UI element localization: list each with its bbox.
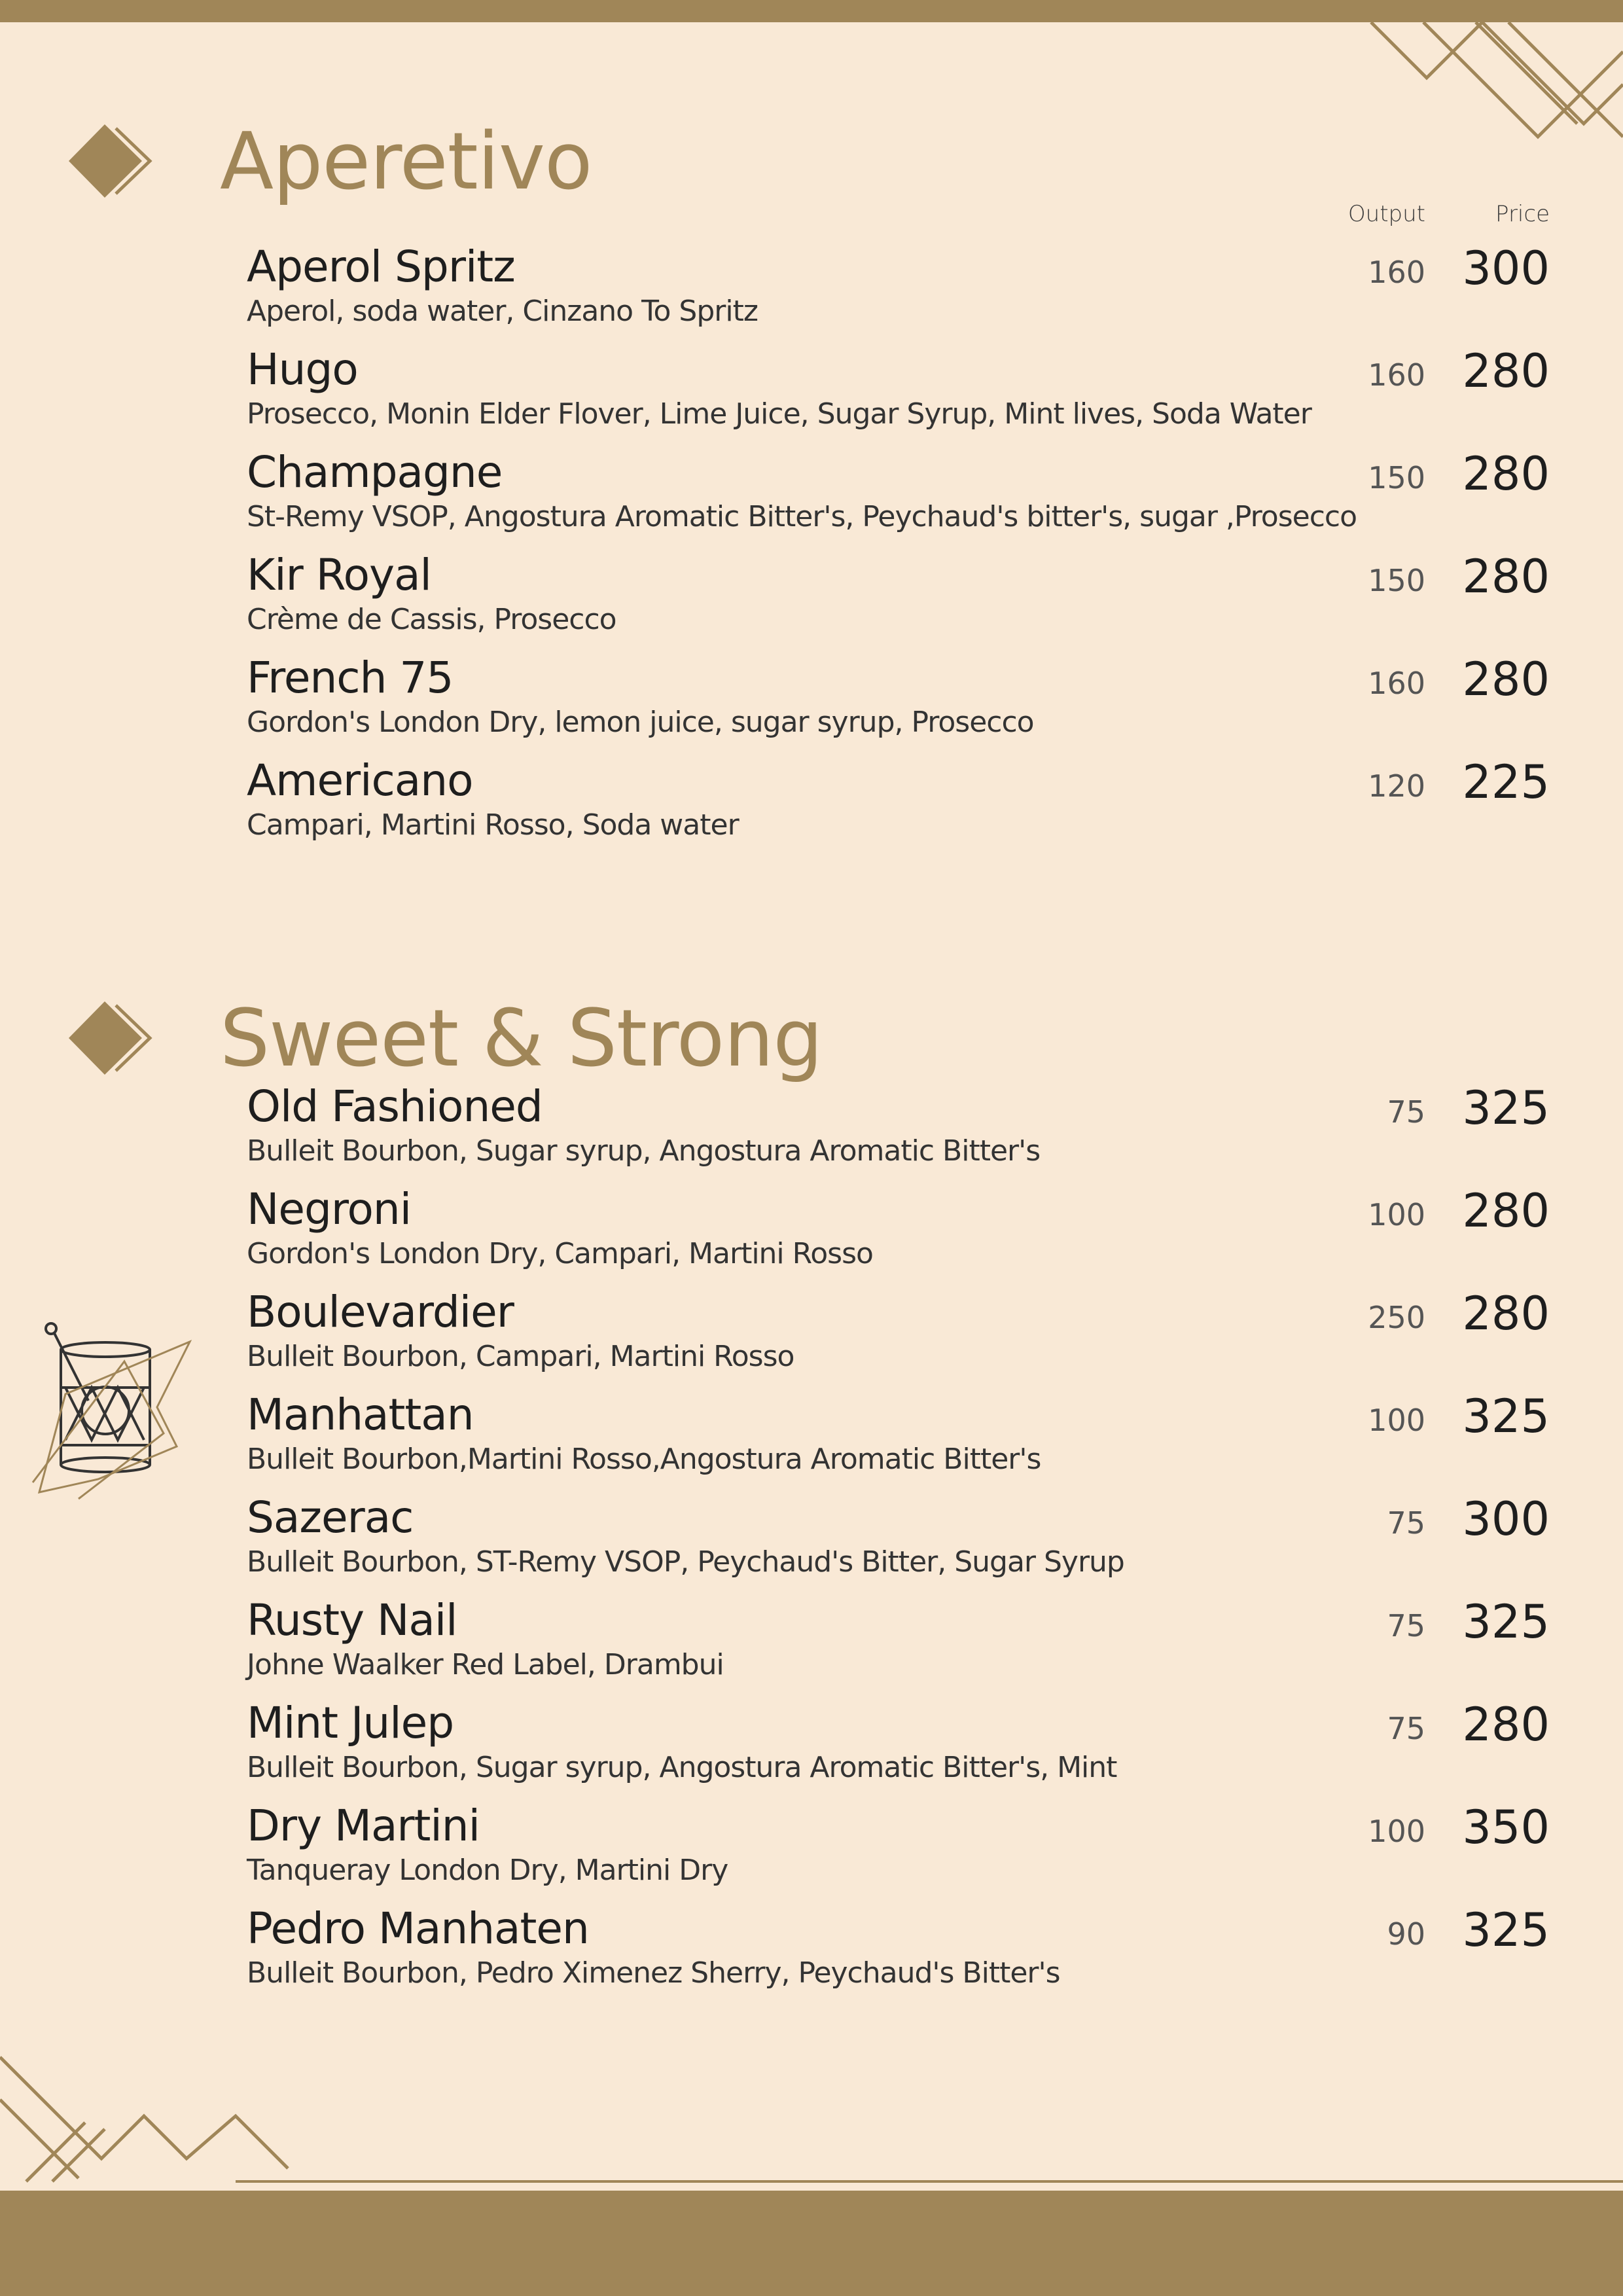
item-price: 350 [1462,1801,1550,1854]
menu-item [0,1801,1623,1907]
item-description: Crème de Cassis, Prosecco [247,603,616,636]
item-price: 325 [1462,1595,1550,1649]
sweet-strong-item-list [0,1081,1623,2010]
menu-item [0,344,1623,451]
item-description: Bulleit Bourbon,Martini Rosso,Angostura Aromatic Bitter's [247,1443,1041,1476]
menu-item [0,755,1623,862]
item-price: 300 [1462,242,1550,295]
item-name: Champagne [247,447,503,497]
menu-item [0,447,1623,554]
item-output: 160 [1368,357,1425,393]
item-name: Pedro Manhaten [247,1903,589,1954]
item-price: 280 [1462,344,1550,398]
item-name: Boulevardier [247,1287,514,1337]
item-name: Sazerac [247,1492,414,1543]
item-name: French 75 [247,653,454,703]
item-description: Bulleit Bourbon, Sugar syrup, Angostura Aromatic Bitter's [247,1134,1041,1168]
column-header-price: Price [1495,201,1550,227]
item-output: 160 [1368,255,1425,290]
menu-item [0,550,1623,656]
diamond-icon [69,123,154,202]
item-output: 250 [1368,1300,1425,1335]
item-output: 160 [1368,666,1425,701]
section-title-aperetivo: Aperetivo [220,117,592,207]
item-price: 280 [1462,1184,1550,1238]
menu-item [0,1184,1623,1291]
item-name: Old Fashioned [247,1081,543,1132]
item-name: Negroni [247,1184,412,1234]
item-description: Bulleit Bourbon, Campari, Martini Rosso [247,1340,794,1373]
item-price: 280 [1462,1698,1550,1751]
item-description: Gordon's London Dry, lemon juice, sugar syrup, Prosecco [247,706,1034,739]
item-name: Dry Martini [247,1801,480,1851]
menu-item [0,1492,1623,1599]
item-price: 325 [1462,1081,1550,1135]
menu-item [0,653,1623,759]
menu-item [0,1390,1623,1496]
item-description: Bulleit Bourbon, Sugar syrup, Angostura Aromatic Bitter's, Mint [247,1751,1117,1784]
item-output: 75 [1387,1505,1425,1541]
item-output: 100 [1368,1403,1425,1438]
item-output: 150 [1368,460,1425,495]
item-price: 280 [1462,653,1550,706]
aperetivo-item-list [0,242,1623,862]
item-name: Hugo [247,344,358,395]
item-output: 75 [1387,1711,1425,1746]
item-description: Gordon's London Dry, Campari, Martini Rosso [247,1237,873,1270]
item-price: 325 [1462,1903,1550,1957]
item-name: Kir Royal [247,550,431,600]
item-name: Americano [247,755,473,806]
menu-item [0,1287,1623,1393]
item-output: 100 [1368,1197,1425,1232]
menu-item [0,242,1623,348]
menu-item [0,1698,1623,1804]
item-description: Johne Waalker Red Label, Drambui [247,1648,724,1681]
item-output: 75 [1387,1608,1425,1643]
item-name: Aperol Spritz [247,242,515,292]
item-description: Bulleit Bourbon, Pedro Ximenez Sherry, Peychaud's Bitter's [247,1956,1060,1990]
item-output: 150 [1368,563,1425,598]
item-price: 280 [1462,550,1550,603]
item-output: 75 [1387,1094,1425,1130]
menu-item [0,1595,1623,1702]
item-price: 225 [1462,755,1550,809]
section-title-sweet-strong: Sweet & Strong [220,994,823,1085]
menu-item [0,1903,1623,2010]
item-output: 120 [1368,768,1425,804]
item-price: 280 [1462,1287,1550,1340]
item-description: Aperol, soda water, Cinzano To Spritz [247,295,758,328]
menu-item [0,1081,1623,1188]
item-price: 300 [1462,1492,1550,1546]
column-header-output: Output [1347,201,1425,227]
item-description: Campari, Martini Rosso, Soda water [247,808,739,842]
item-output: 90 [1387,1916,1425,1952]
item-description: Tanqueray London Dry, Martini Dry [247,1854,728,1887]
item-description: Prosecco, Monin Elder Flover, Lime Juice, Sugar Syrup, Mint lives, Soda Water [247,397,1311,431]
item-description: Bulleit Bourbon, ST-Remy VSOP, Peychaud's Bitter, Sugar Syrup [247,1545,1124,1579]
item-price: 280 [1462,447,1550,501]
item-output: 100 [1368,1814,1425,1849]
diamond-icon [69,1000,154,1079]
item-description: St-Remy VSOP, Angostura Aromatic Bitter's, Peychaud's bitter's, sugar ,Prosecco [247,500,1357,533]
item-name: Rusty Nail [247,1595,457,1645]
item-name: Mint Julep [247,1698,454,1748]
item-name: Manhattan [247,1390,474,1440]
item-price: 325 [1462,1390,1550,1443]
